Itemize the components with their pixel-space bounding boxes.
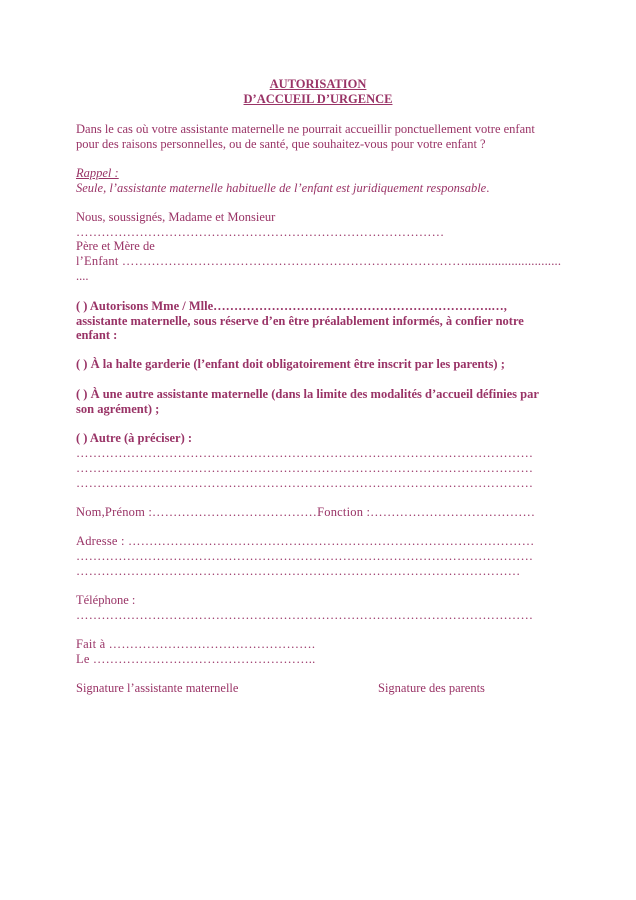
- signature-assistante-label: Signature l’assistante maternelle: [76, 681, 239, 695]
- autre-dots-2[interactable]: ………………………………………………………………………………………………: [76, 461, 534, 475]
- rappel-text-line: Seule, l’assistante maternelle habituelle de l’enfant est juridiquement responsable.: [76, 181, 490, 195]
- form-title-line-1: AUTORISATION: [269, 77, 367, 91]
- option-autre-assistante-line-2: son agrément) ;: [76, 402, 160, 416]
- child-name-field[interactable]: l’Enfant ……………………………………………………………………….............................: [76, 254, 562, 268]
- parents-line-1: Nous, soussignés, Madame et Monsieur: [76, 210, 276, 224]
- adresse-dots-1[interactable]: ………………………………………………………………………………………………: [76, 549, 534, 563]
- option-authorize-line-1[interactable]: ( ) Autorisons Mme / Mlle………………………………………………………….…,: [76, 299, 507, 313]
- fait-a-field[interactable]: Fait à ………………………………………….: [76, 637, 316, 651]
- telephone-field[interactable]: ………………………………………………………………………………………………: [76, 608, 534, 622]
- option-authorize-line-3: enfant :: [76, 328, 118, 342]
- autre-dots-3[interactable]: ………………………………………………………………………………………………: [76, 476, 534, 490]
- signature-parents-label: Signature des parents: [378, 681, 485, 695]
- option-autre-assistante-line-1[interactable]: ( ) À une autre assistante maternelle (dans la limite des modalités d’accueil définies par: [76, 387, 539, 401]
- adresse-field[interactable]: Adresse : ……………………………………………………………………………………: [76, 534, 535, 548]
- option-autre[interactable]: ( ) Autre (à préciser) :: [76, 431, 193, 445]
- nom-prenom-fonction-field[interactable]: Nom,Prénom :…………………………………Fonction :…………………………………: [76, 505, 536, 519]
- form-title-line-2: D’ACCUEIL D’URGENCE: [243, 92, 393, 106]
- parents-line-4: ....: [76, 269, 89, 283]
- le-date-field[interactable]: Le ……………………………………………..: [76, 652, 316, 666]
- adresse-dots-2[interactable]: ……………………………………………………………………………………………: [76, 564, 521, 578]
- option-authorize-line-2: assistante maternelle, sous réserve d’en être préalablement informés, à confier notre: [76, 314, 524, 328]
- rappel-label: Rappel :: [76, 166, 119, 180]
- option-halte-garderie[interactable]: ( ) À la halte garderie (l’enfant doit obligatoirement être inscrit par les parents) ;: [76, 357, 505, 371]
- rappel-text: Seule, l’assistante maternelle habituelle de l’enfant est juridiquement responsable: [76, 181, 487, 195]
- intro-line-1: Dans le cas où votre assistante maternelle ne pourrait accueillir ponctuellement votre enfant: [76, 122, 535, 136]
- telephone-label: Téléphone :: [76, 593, 136, 607]
- autre-dots-1[interactable]: ………………………………………………………………………………………………: [76, 446, 534, 460]
- intro-line-2: pour des raisons personnelles, ou de santé, que souhaitez-vous pour votre enfant ?: [76, 137, 486, 151]
- parents-dots-1[interactable]: ……………………………………………………………………………: [76, 225, 445, 239]
- parents-line-2: Père et Mère de: [76, 239, 155, 253]
